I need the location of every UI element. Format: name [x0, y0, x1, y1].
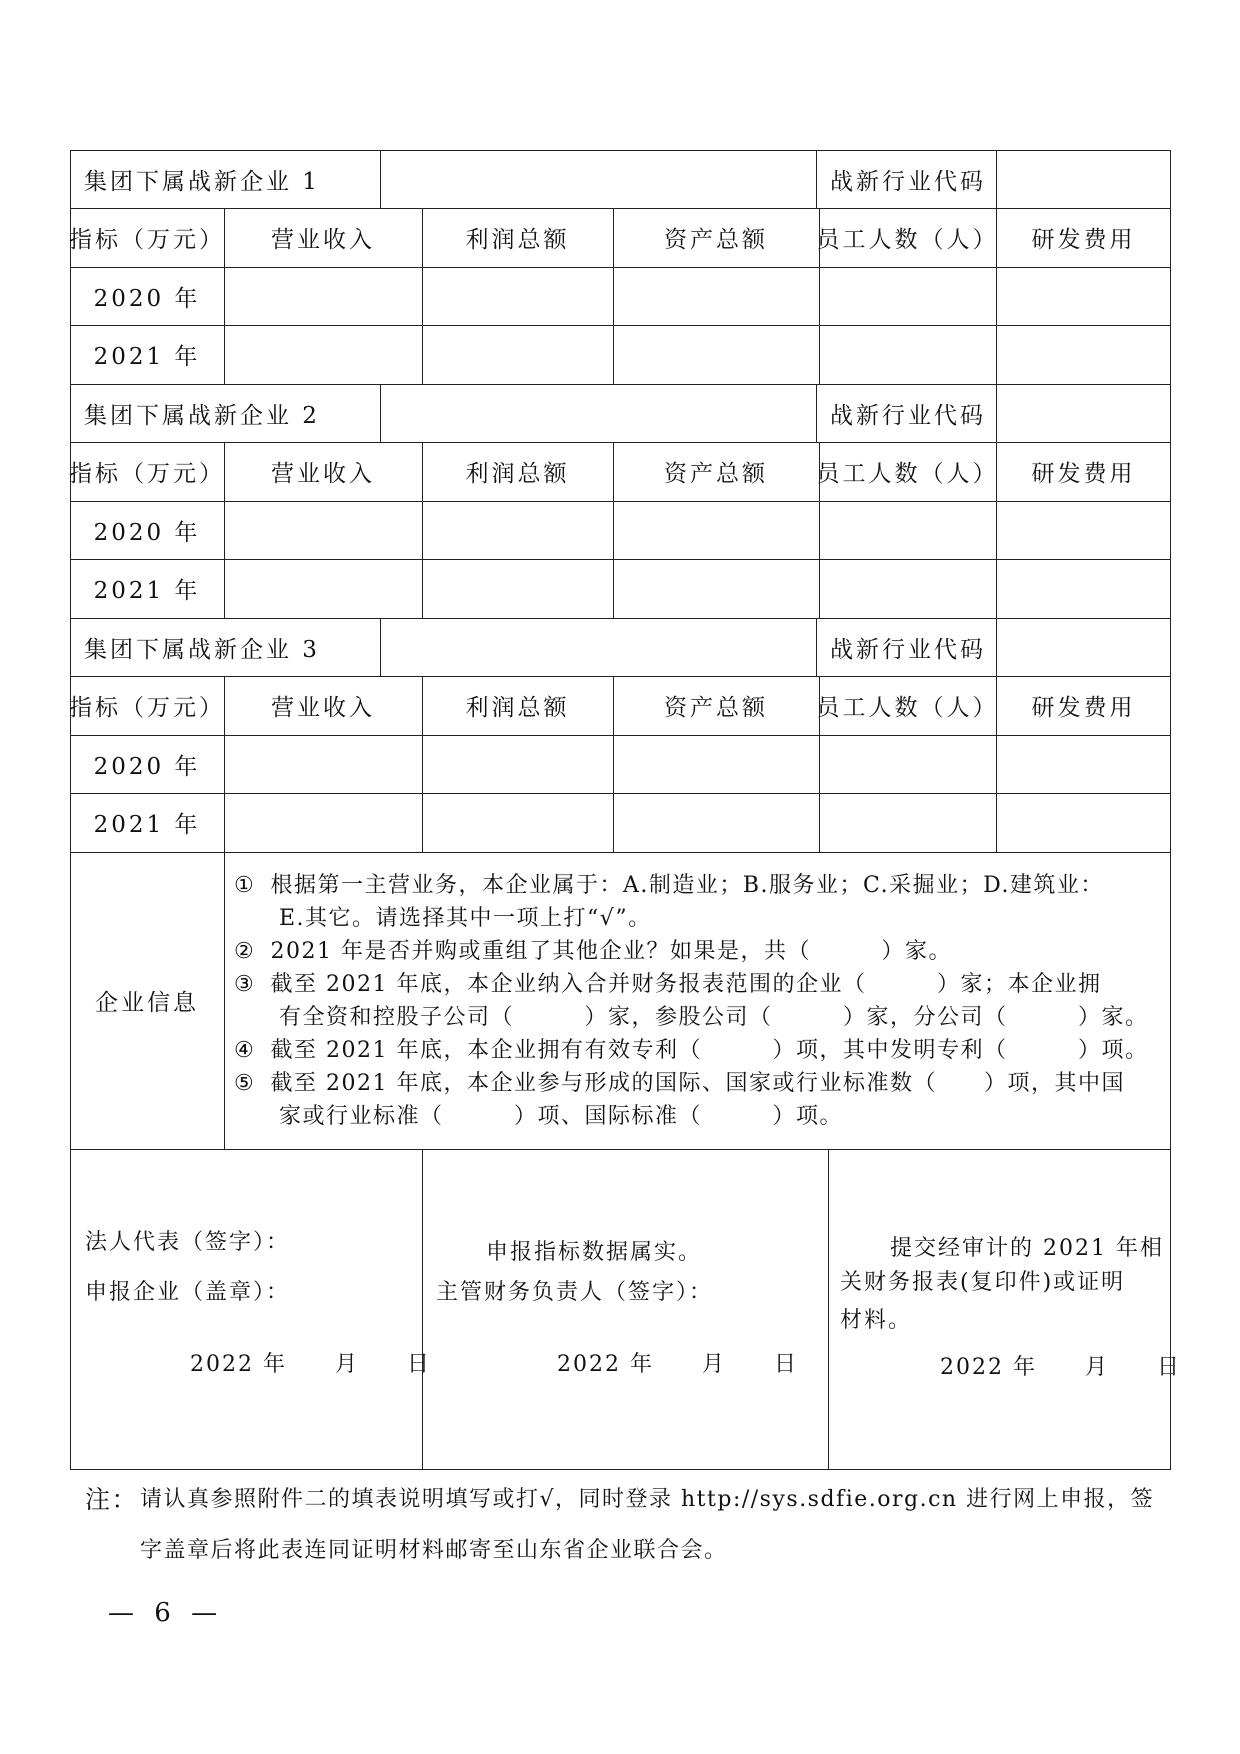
left-date: 2022 年 月 日	[190, 1352, 431, 1377]
header-employees: 员工人数（人）	[816, 461, 999, 487]
header-rd: 研发费用	[1031, 461, 1136, 487]
info-item-number: ④	[234, 1038, 256, 1063]
legal-rep-signature-label: 法人代表（签字）：	[85, 1230, 291, 1255]
header-profit: 利润总额	[465, 227, 570, 253]
group-name: 集团下属战新企业 3	[84, 636, 320, 663]
info-item-1	[234, 871, 1104, 901]
audited-report-note-3: 材料。	[840, 1308, 913, 1333]
year-2020: 2020 年	[93, 285, 201, 312]
header-assets: 资产总额	[664, 461, 768, 487]
header-assets: 资产总额	[664, 227, 768, 253]
year-2020: 2020 年	[93, 519, 201, 546]
right-date: 2022 年 月 日	[940, 1355, 1181, 1380]
middle-date: 2022 年 月 日	[557, 1352, 798, 1377]
audited-report-note-1: 提交经审计的 2021 年相	[890, 1236, 1164, 1261]
industry-code-label: 战新行业代码	[830, 402, 986, 429]
header-assets: 资产总额	[664, 695, 768, 721]
audited-report-note-2: 关财务报表(复印件)或证明	[840, 1270, 1126, 1295]
header-revenue: 营业收入	[271, 461, 375, 487]
header-indicator: 指标（万元）	[69, 695, 225, 721]
info-item-text: 2021 年是否并购或重组了其他企业？如果是，共（ ）家。	[270, 939, 952, 964]
enterprise-info-label: 企业信息	[95, 990, 199, 1016]
group-name: 集团下属战新企业 1	[84, 168, 320, 195]
info-item-5	[234, 1069, 1125, 1099]
data-truth-statement: 申报指标数据属实。	[486, 1240, 703, 1265]
info-item-text: 截至 2021 年底，本企业拥有有效专利（ ）项，其中发明专利（ ）项。	[270, 1038, 1149, 1063]
info-item-number: ②	[234, 939, 256, 964]
header-profit: 利润总额	[465, 461, 570, 487]
finance-head-signature-label: 主管财务负责人（签字）：	[436, 1280, 714, 1305]
header-indicator: 指标（万元）	[69, 461, 225, 487]
header-employees: 员工人数（人）	[816, 227, 999, 253]
note-text-line1: 请认真参照附件二的填表说明填写或打√，同时登录 http://sys.sdfie.org.cn 进行网上申报，签	[140, 1487, 1155, 1512]
info-item-2	[234, 937, 952, 967]
year-2021: 2021 年	[93, 344, 201, 370]
info-item-text-cont: 有全资和控股子公司（ ）家，参股公司（ ）家，分公司（ ）家。	[279, 1005, 1149, 1030]
note-label: 注：	[85, 1485, 139, 1514]
page-number: — 6 —	[108, 1598, 224, 1628]
header-rd: 研发费用	[1031, 227, 1136, 253]
info-item-text: 截至 2021 年底，本企业参与形成的国际、国家或行业标准数（ ）项，其中国	[270, 1071, 1125, 1096]
header-employees: 员工人数（人）	[816, 695, 999, 721]
industry-code-label: 战新行业代码	[830, 636, 986, 663]
info-item-number: ⑤	[234, 1071, 256, 1096]
info-item-text-cont: E.其它。请选择其中一项上打“√”。	[279, 906, 652, 931]
year-2021: 2021 年	[93, 578, 201, 604]
year-2021: 2021 年	[93, 812, 201, 838]
info-item-3	[234, 970, 1101, 1000]
header-revenue: 营业收入	[271, 227, 375, 253]
header-indicator: 指标（万元）	[69, 227, 225, 253]
info-item-4	[234, 1036, 1148, 1066]
info-item-text: 根据第一主营业务，本企业属于：A.制造业；B.服务业；C.采掘业；D.建筑业：	[270, 873, 1104, 898]
header-revenue: 营业收入	[271, 695, 375, 721]
group-name: 集团下属战新企业 2	[84, 402, 320, 429]
year-2020: 2020 年	[93, 753, 201, 780]
info-item-number: ③	[234, 972, 256, 997]
industry-code-label: 战新行业代码	[830, 168, 986, 195]
info-item-number: ①	[234, 873, 256, 898]
header-rd: 研发费用	[1031, 695, 1136, 721]
info-item-text-cont: 家或行业标准（ ）项、国际标准（ ）项。	[279, 1104, 844, 1129]
header-profit: 利润总额	[465, 695, 570, 721]
note-text-line2: 字盖章后将此表连同证明材料邮寄至山东省企业联合会。	[140, 1538, 728, 1563]
info-item-text: 截至 2021 年底，本企业纳入合并财务报表范围的企业（ ）家；本企业拥	[270, 972, 1102, 997]
company-seal-label: 申报企业（盖章）：	[85, 1280, 291, 1305]
